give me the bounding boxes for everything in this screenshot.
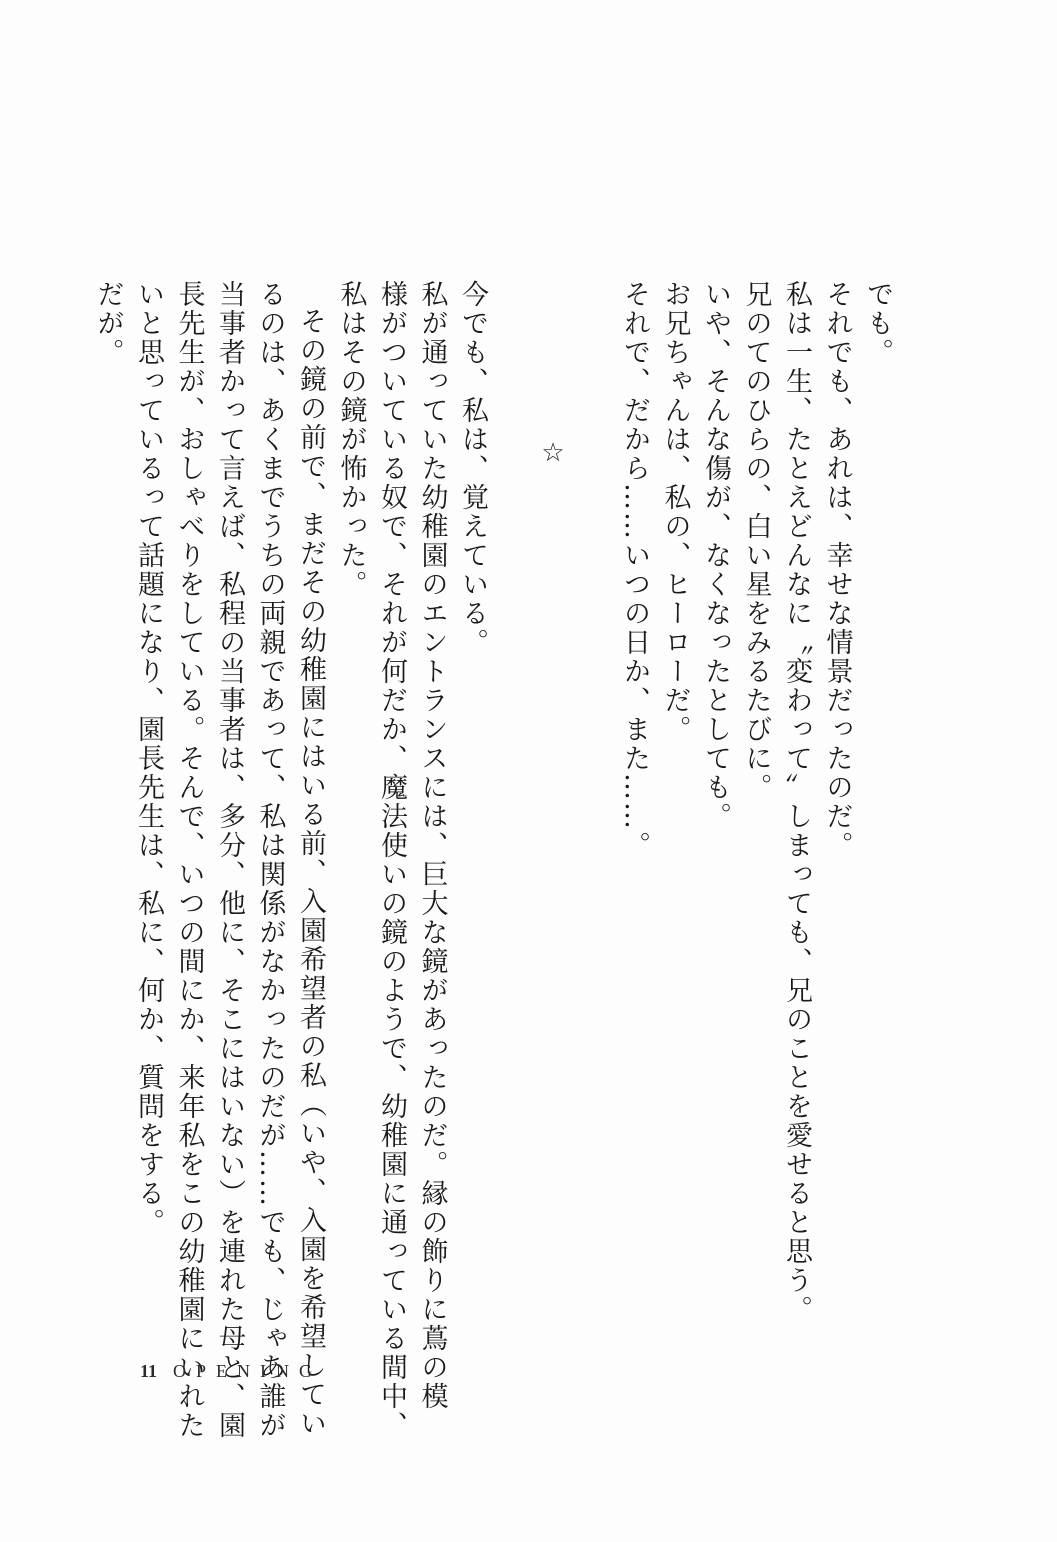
text-line: 長先生が、おしゃべりをしている。そんで、いつの間にか、来年私をこの幼稚園にいれた <box>173 280 205 1440</box>
section-break-star: ☆ <box>538 438 568 470</box>
text-line: 今でも、私は、覚えている。 <box>457 280 488 657</box>
text-line: いや、そんな傷が、なくなったとしても。 <box>700 280 731 831</box>
text-line: それで、だから……いつの日か、また……。 <box>619 280 650 860</box>
text-line: その鏡の前で、まだその幼稚園にはいる前、入園希望者の私（いや、入園を希望してい <box>295 307 326 1438</box>
blank-column <box>492 280 533 1340</box>
text-line: 様がついている奴で、それが何だか、魔法使いの鏡のようで、幼稚園に通っている間中、 <box>376 280 407 1440</box>
text-line: でも。 <box>862 280 893 367</box>
text-line: お兄ちゃんは、私の、ヒーローだ。 <box>659 280 691 744</box>
blank-column <box>573 280 614 1340</box>
text-line: 私は一生、たとえどんなに〝変わって〟しまっても、兄のことを愛せると思う。 <box>781 280 812 1324</box>
page-footer <box>140 1361 322 1382</box>
text-line: 兄のてのひらの、白い星をみるたびに。 <box>740 280 772 802</box>
text-line: いと思っているって話題になり、園長先生は、私に、何か、質問をする。 <box>133 280 164 1237</box>
section-title: OPENING <box>173 1361 323 1381</box>
page-number: 11 <box>140 1361 158 1381</box>
text-line: 私が通っていた幼稚園のエントランスには、巨大な鏡があったのだ。縁の飾りに蔦の模 <box>416 280 448 1411</box>
text-line: るのは、あくまでうちの両親であって、私は関係がなかったのだが……でも、じゃあ誰が <box>254 280 286 1440</box>
text-line: だが。 <box>92 280 124 367</box>
text-line: それでも、あれは、幸せな情景だったのだ。 <box>821 280 853 860</box>
text-line: 当事者かって言えば、私程の当事者は、多分、他に、そこにはいない）を連れた母と、園 <box>214 280 245 1440</box>
text-line: 私はその鏡が怖かった。 <box>335 280 367 599</box>
